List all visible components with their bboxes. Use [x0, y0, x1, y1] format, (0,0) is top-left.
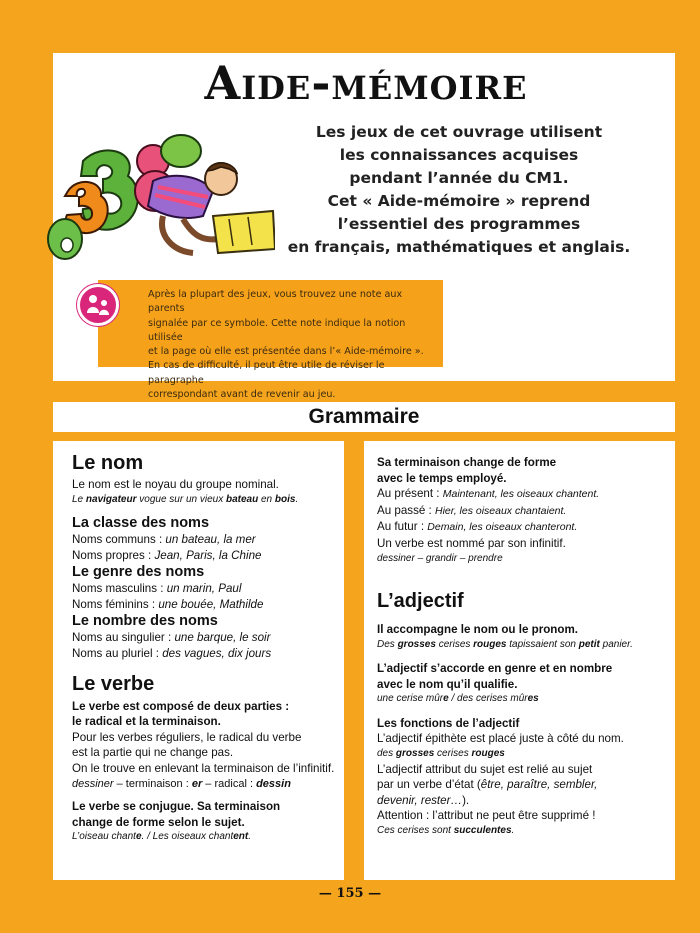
intro-line: pendant l’année du CM1.	[349, 169, 569, 187]
heading-nom: Le nom	[72, 452, 144, 474]
note-line: et la page où elle est présentée dans l’« Aide-mémoire ».	[148, 346, 424, 358]
section-title: Grammaire	[53, 402, 675, 432]
intro-card	[53, 53, 675, 401]
heading-genre: Le genre des noms	[72, 564, 205, 581]
note-line: correspondant avant de revenir au jeu.	[148, 389, 336, 401]
tense-line: Au futur : Demain, les oiseaux chanteront.	[377, 520, 578, 534]
intro-line: en français, mathématiques et anglais.	[287, 238, 631, 256]
note-line: Après la plupart des jeux, vous trouvez une note aux parents	[148, 289, 403, 315]
accord-rule: avec le nom qu’il qualifie.	[377, 677, 518, 691]
attribut-text: devenir, rester…).	[377, 793, 470, 807]
intro-text	[279, 121, 639, 259]
attention-text: Attention : l’attribut ne peut être supprimé !	[377, 809, 596, 823]
adjectif-rule: Il accompagne le nom ou le pronom.	[377, 623, 578, 637]
verbe-text: Pour les verbes réguliers, le radical du verbe	[72, 730, 302, 744]
note-line: signalée par ce symbole. Cette note indique la notion utilisée	[148, 317, 406, 343]
page-number: — 155 —	[318, 886, 382, 901]
page-title: Aide-mémoire	[204, 56, 528, 110]
epithete-text: L’adjectif épithète est placé juste à côté du nom.	[377, 732, 624, 746]
accord-example: une cerise mûre / des cerises mûres	[377, 693, 539, 705]
right-column	[364, 441, 675, 880]
conjugaison-rule: change de forme selon le sujet.	[72, 815, 245, 829]
note-line: En cas de difficulté, il peut être utile de réviser le paragraphe	[148, 360, 385, 386]
tense-line: Au passé : Hier, les oiseaux chantaient.	[377, 503, 567, 517]
intro-line: Cet « Aide-mémoire » reprend	[327, 192, 591, 210]
attribut-text: par un verbe d’état (être, paraître, sembler,	[377, 778, 598, 792]
terminaison-rule: Sa terminaison change de forme	[377, 456, 557, 469]
verbe-rule: Le verbe est composé de deux parties :	[72, 699, 290, 713]
verbe-rule: le radical et la terminaison.	[72, 715, 221, 729]
classe-line: Noms propres : Jean, Paris, la Chine	[72, 548, 262, 562]
kids-with-numbers-illustration	[43, 121, 275, 269]
genre-line: Noms masculins : un marin, Paul	[72, 582, 242, 596]
tense-line: Au présent : Maintenant, les oiseaux chantent.	[377, 487, 600, 501]
genre-line: Noms féminins : une bouée, Mathilde	[72, 597, 264, 611]
parents-note	[98, 280, 443, 401]
heading-classe: La classe des noms	[72, 515, 210, 532]
intro-line: l’essentiel des programmes	[337, 215, 581, 233]
intro-line: Les jeux de cet ouvrage utilisent	[315, 123, 603, 141]
infinitif-text: Un verbe est nommé par son infinitif.	[377, 536, 566, 550]
heading-nombre: Le nombre des noms	[72, 613, 218, 630]
conjugaison-rule: Le verbe se conjugue. Sa terminaison	[72, 800, 281, 814]
terminaison-rule: avec le temps employé.	[377, 471, 507, 485]
nom-example: Le navigateur vogue sur un vieux bateau en bois.	[72, 493, 299, 505]
parents-symbol-icon	[77, 284, 119, 326]
left-column	[53, 441, 344, 880]
heading-verbe: Le verbe	[72, 672, 155, 695]
heading-adjectif: L’adjectif	[377, 590, 464, 613]
epithete-example: des grosses cerises rouges	[377, 748, 505, 760]
verbe-example: dessiner – terminaison : er – radical : dessin	[72, 777, 291, 790]
infinitif-example: dessiner – grandir – prendre	[377, 552, 503, 564]
nombre-line: Noms au singulier : une barque, le soir	[72, 631, 271, 645]
attention-example: Ces cerises sont succulentes.	[377, 824, 515, 836]
nombre-line: Noms au pluriel : des vagues, dix jours	[72, 647, 272, 661]
intro-line: les connaissances acquises	[339, 146, 579, 164]
accord-rule: L’adjectif s’accorde en genre et en nombre	[377, 662, 613, 676]
conjugaison-example: L’oiseau chante. / Les oiseaux chantent.	[72, 831, 252, 843]
verbe-text: On le trouve en enlevant la terminaison de l’infinitif.	[72, 762, 335, 776]
verbe-text: est la partie qui ne change pas.	[72, 746, 234, 760]
heading-fonctions: Les fonctions de l’adjectif	[377, 716, 520, 730]
adjectif-example: Des grosses cerises rouges tapissaient son petit panier.	[377, 638, 633, 650]
classe-line: Noms communs : un bateau, la mer	[72, 533, 256, 547]
nom-definition: Le nom est le noyau du groupe nominal.	[72, 478, 279, 491]
attribut-text: L’adjectif attribut du sujet est relié au sujet	[377, 762, 593, 776]
